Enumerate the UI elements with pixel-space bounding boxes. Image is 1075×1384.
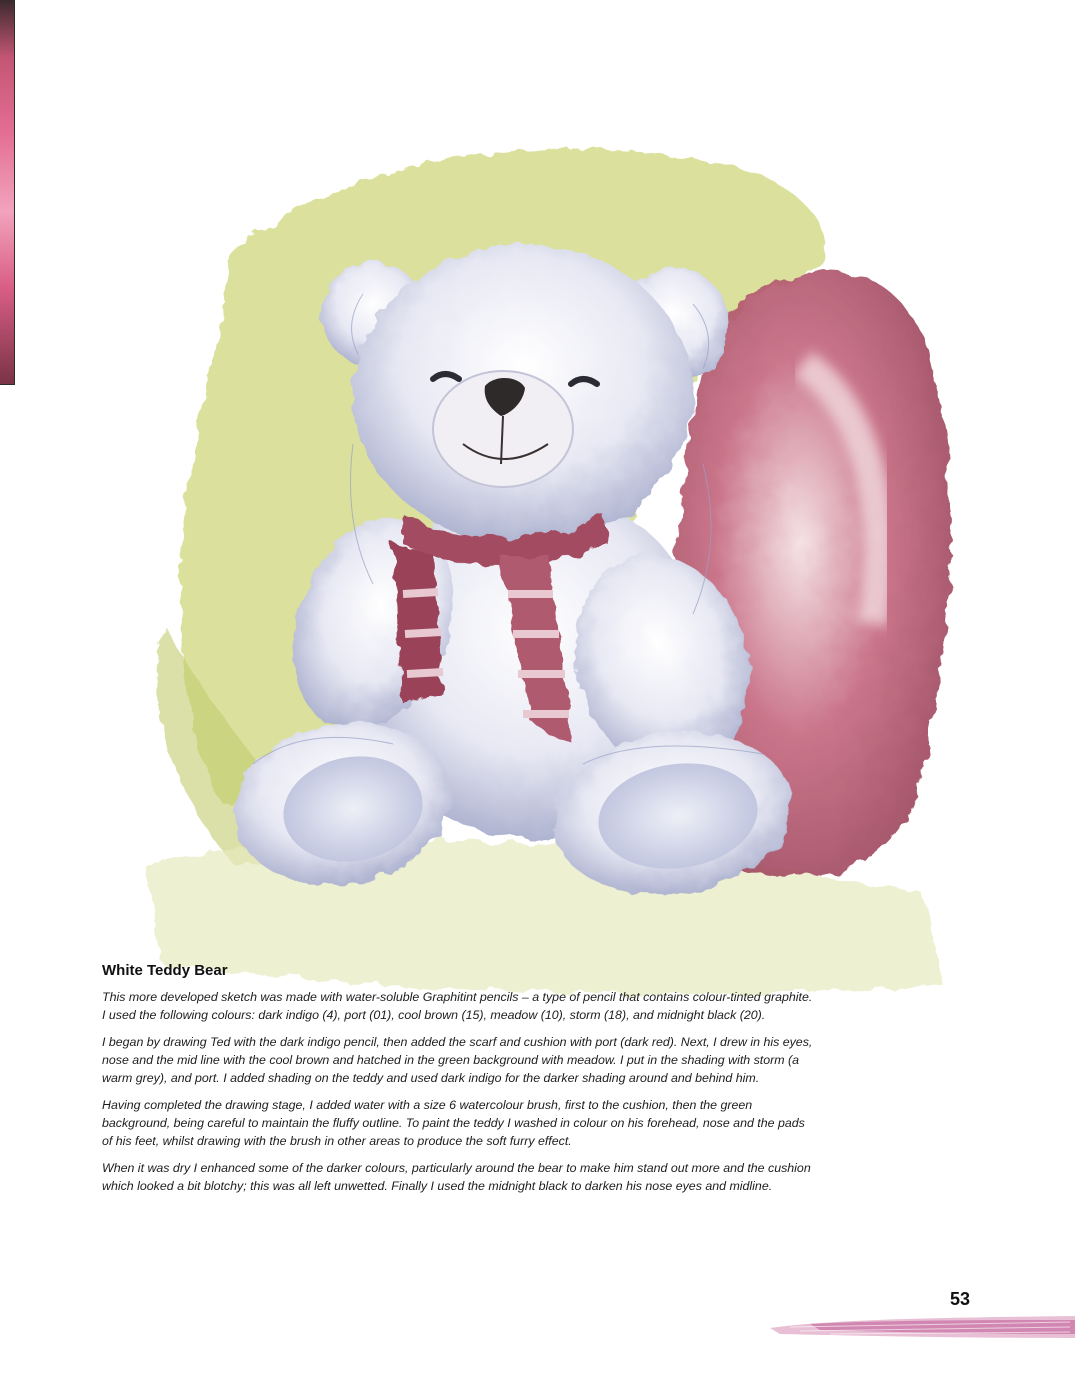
- article-title: White Teddy Bear: [102, 962, 228, 979]
- article-paragraph: When it was dry I enhanced some of the darker colours, particularly around the bear to make him stand out more and the cushion which looked a bit blotchy; this was all left unwetted. Finally I used the midnight black to darken his nose eyes and midline.: [102, 1161, 811, 1193]
- article-paragraph: Having completed the drawing stage, I added water with a size 6 watercolour brush, first to the cushion, then the green background, being careful to maintain the fluffy outline. To paint the teddy I washed in colour on his forehead, nose and the pads of his feet, whilst drawing with the brush in other areas to produce the soft furry effect.: [102, 1098, 805, 1148]
- adjacent-page-photo: [0, 0, 15, 385]
- article-text: [102, 962, 817, 1204]
- article-paragraph: This more developed sketch was made with water-soluble Graphitint pencils – a type of pencil that contains colour-tinted graphite. I used the following colours: dark indigo (4), port (01), cool brown (15), meadow (10), storm (18), and midnight black (20).: [102, 990, 813, 1022]
- decorative-brush-stroke: [770, 1312, 1075, 1342]
- teddy-bear-illustration: [103, 104, 973, 1032]
- article-paragraph: I began by drawing Ted with the dark indigo pencil, then added the scarf and cushion with port (dark red). Next, I drew in his eyes, nose and the mid line with the cool brown and hatched in the green background with meadow. I put in the shading with storm (a warm grey), and port. I added shading on the teddy and used dark indigo for the darker shading around and behind him.: [102, 1035, 813, 1085]
- page-number: 53: [949, 1289, 971, 1309]
